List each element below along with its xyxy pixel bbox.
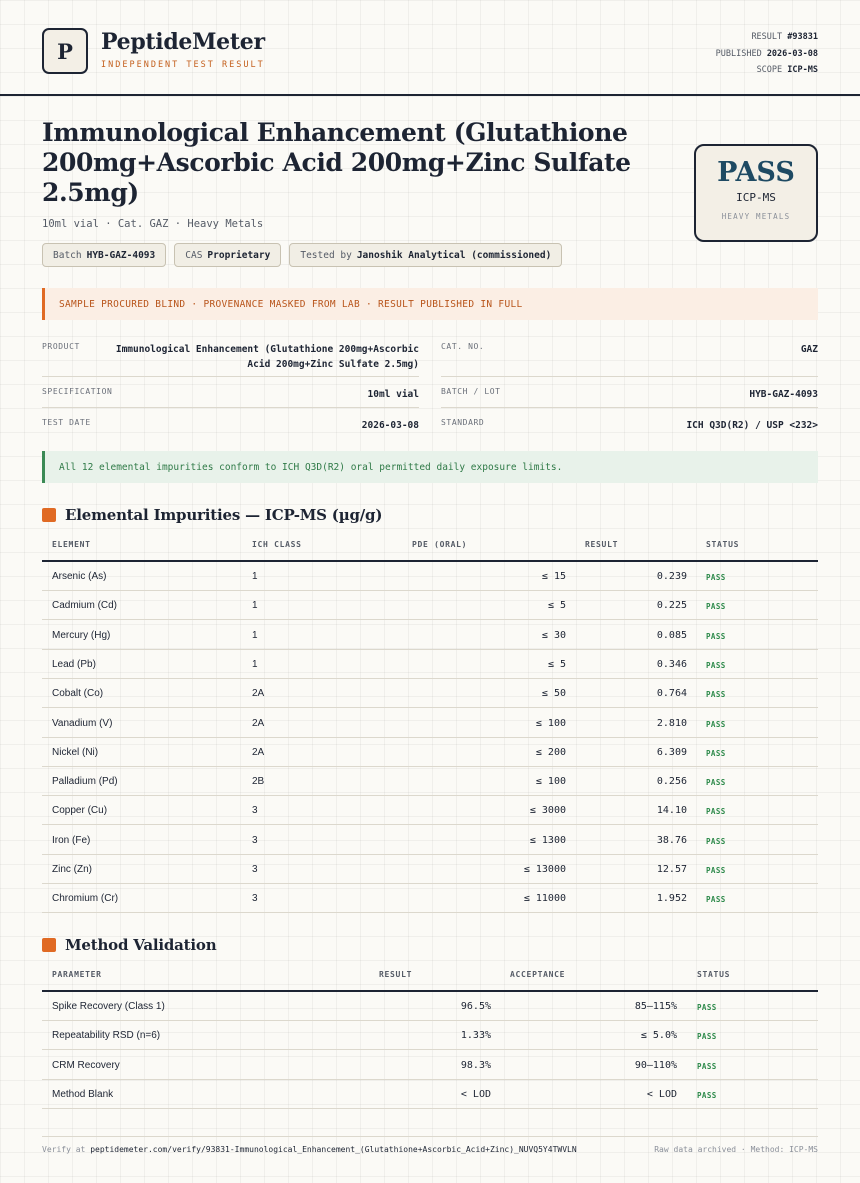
- acceptance-range: ≤ 5.0%: [640, 1030, 677, 1042]
- info-cat-value: GAZ: [800, 344, 818, 355]
- table-row: [42, 562, 818, 591]
- status-badge: PASS: [706, 748, 726, 758]
- divider: [42, 376, 419, 377]
- ich-class: 3: [252, 805, 258, 817]
- result-value: 0.764: [656, 688, 687, 700]
- parameter-name: Repeatability RSD (n=6): [52, 1030, 161, 1042]
- ich-class: 1: [252, 658, 258, 670]
- parameter-name: CRM Recovery: [52, 1059, 120, 1071]
- col-status: STATUS: [706, 540, 740, 549]
- info-date-value: 2026-03-08: [361, 420, 419, 431]
- verdict-badge: [694, 144, 818, 242]
- acceptance-range: 90–110%: [634, 1059, 677, 1071]
- table-row: [42, 855, 818, 884]
- info-date: [42, 418, 419, 434]
- ich-class: 3: [252, 834, 258, 846]
- col-ich-class: ICH CLASS: [252, 540, 302, 549]
- info-batch-label: BATCH / LOT: [441, 387, 501, 396]
- status-badge: PASS: [706, 690, 726, 700]
- element-name: Zinc (Zn): [52, 864, 92, 875]
- pde-limit: ≤ 5: [547, 600, 566, 612]
- result-value: 0.085: [656, 629, 687, 641]
- impurities-heading: [42, 506, 382, 524]
- col-result: RESULT: [585, 540, 619, 549]
- status-badge: PASS: [706, 866, 726, 875]
- status-badge: PASS: [697, 1003, 717, 1012]
- validation-title: Method Validation: [65, 936, 217, 954]
- element-name: Copper (Cu): [52, 805, 108, 817]
- chip-cas: CAS Proprietary: [174, 243, 281, 267]
- verdict-scope: HEAVY METALS: [721, 212, 791, 221]
- blind-sample-notice: SAMPLE PROCURED BLIND · PROVENANCE MASKED FROM LAB · RESULT PUBLISHED IN FULL: [42, 288, 818, 320]
- pde-limit: ≤ 1300: [529, 834, 566, 846]
- pde-limit: ≤ 3000: [529, 805, 566, 817]
- validation-result: 1.33%: [460, 1030, 491, 1042]
- pde-limit: ≤ 50: [541, 688, 566, 700]
- table-row: [42, 796, 818, 825]
- footer-verify: Verify at peptidemeter.com/verify/93831-Immunological_Enhancement_(Glutathione+Ascorbic_Acid+Zinc)_NUVQ5Y4TWVLN: [42, 1145, 577, 1154]
- chip-batch: Batch HYB-GAZ-4093: [42, 243, 166, 267]
- info-batch: [441, 387, 818, 403]
- ich-class: 1: [252, 600, 258, 612]
- ich-class: 2A: [252, 746, 265, 758]
- impurities-title: Elemental Impurities — ICP-MS (µg/g): [65, 506, 383, 524]
- validation-table-header: [42, 962, 818, 992]
- info-spec-value: 10ml vial: [367, 389, 419, 400]
- info-date-label: TEST DATE: [42, 418, 91, 427]
- status-badge: PASS: [706, 573, 726, 582]
- info-batch-value: HYB-GAZ-4093: [749, 389, 818, 400]
- table-row: [42, 884, 818, 913]
- pde-limit: ≤ 13000: [523, 864, 566, 875]
- info-standard: [441, 418, 818, 434]
- pde-limit: ≤ 100: [535, 717, 566, 729]
- parameter-name: Method Blank: [52, 1088, 114, 1100]
- result-value: 0.239: [656, 571, 687, 582]
- status-badge: PASS: [706, 631, 726, 641]
- conformance-notice: All 12 elemental impurities conform to ICH Q3D(R2) oral permitted daily exposure limits.: [42, 451, 818, 483]
- col-acceptance: ACCEPTANCE: [510, 970, 566, 979]
- table-row: [42, 738, 818, 767]
- element-name: Lead (Pb): [52, 658, 96, 670]
- status-badge: PASS: [706, 895, 726, 905]
- impurities-table-header: [42, 532, 818, 562]
- table-row: [42, 826, 818, 855]
- pde-limit: ≤ 200: [535, 746, 566, 758]
- col-val-result: RESULT: [379, 970, 413, 979]
- brand-name: PeptideMeter: [101, 29, 265, 55]
- info-product-label: PRODUCT: [42, 342, 80, 351]
- pde-limit: ≤ 100: [535, 776, 566, 788]
- element-name: Chromium (Cr): [52, 893, 119, 905]
- ich-class: 2B: [252, 776, 265, 788]
- table-row: [42, 709, 818, 738]
- product-chips: [42, 243, 562, 267]
- verify-link[interactable]: peptidemeter.com/verify/93831-Immunological_Enhancement_(Glutathione+Ascorbic_Acid+Zinc)_NUVQ5Y4TWVLN: [90, 1145, 577, 1154]
- section-marker: [42, 508, 56, 522]
- ich-class: 2A: [252, 688, 265, 700]
- report-meta: [716, 29, 818, 79]
- pde-limit: ≤ 30: [541, 629, 566, 641]
- info-standard-value: ICH Q3D(R2) / USP <232>: [686, 420, 818, 431]
- element-name: Cobalt (Co): [52, 688, 104, 700]
- info-product-value: Immunological Enhancement (Glutathione 200mg+Ascorbic Acid 200mg+Zinc Sulfate 2.5mg): [115, 344, 419, 370]
- col-parameter: PARAMETER: [52, 970, 102, 979]
- divider: [441, 407, 818, 408]
- ich-class: 3: [252, 864, 258, 875]
- brand-tagline: INDEPENDENT TEST RESULT: [101, 60, 265, 70]
- status-badge: PASS: [706, 807, 726, 817]
- verdict-text: PASS: [717, 157, 795, 188]
- table-row: [42, 1021, 818, 1050]
- table-row: [42, 992, 818, 1021]
- status-badge: PASS: [706, 660, 726, 670]
- footer-archive-note: Raw data archived · Method: ICP-MS: [654, 1145, 818, 1154]
- section-marker: [42, 938, 56, 952]
- element-name: Mercury (Hg): [52, 629, 111, 641]
- validation-result: 96.5%: [460, 1001, 491, 1012]
- parameter-name: Spike Recovery (Class 1): [52, 1001, 165, 1012]
- info-spec-label: SPECIFICATION: [42, 387, 113, 396]
- validation-result: 98.3%: [460, 1059, 491, 1071]
- element-name: Cadmium (Cd): [52, 600, 118, 612]
- info-spec: [42, 387, 419, 403]
- ich-class: 1: [252, 571, 258, 582]
- element-name: Nickel (Ni): [52, 746, 99, 758]
- pde-limit: ≤ 15: [541, 571, 566, 582]
- result-value: 38.76: [656, 834, 687, 846]
- status-badge: PASS: [706, 778, 726, 788]
- acceptance-range: 85–115%: [634, 1001, 677, 1012]
- result-value: 0.346: [656, 658, 687, 670]
- meta-published: PUBLISHED 2026-03-08: [715, 48, 818, 59]
- acceptance-range: < LOD: [646, 1088, 677, 1100]
- footer-divider: [42, 1136, 818, 1137]
- result-value: 12.57: [656, 864, 687, 875]
- col-val-status: STATUS: [697, 970, 731, 979]
- col-element: ELEMENT: [52, 540, 91, 549]
- table-row: [42, 650, 818, 679]
- meta-scope: SCOPE ICP-MS: [756, 65, 818, 75]
- meta-result: RESULT #93831: [751, 32, 818, 42]
- divider: [42, 407, 419, 408]
- pde-limit: ≤ 5: [547, 658, 566, 670]
- report-header: [0, 0, 860, 96]
- product-title: Immunological Enhancement (Glutathione 200mg+Ascorbic Acid 200mg+Zinc Sulfate 2.5mg): [42, 118, 631, 207]
- info-cat: [441, 342, 818, 358]
- pde-limit: ≤ 11000: [523, 893, 566, 905]
- element-name: Palladium (Pd): [52, 776, 118, 788]
- result-value: 2.810: [656, 717, 687, 729]
- info-cat-label: CAT. NO.: [441, 342, 485, 351]
- result-value: 0.225: [656, 600, 687, 612]
- col-pde: PDE (ORAL): [412, 540, 468, 549]
- verdict-method: ICP-MS: [736, 191, 776, 204]
- result-value: 1.952: [656, 893, 687, 905]
- result-value: 6.309: [656, 746, 687, 758]
- status-badge: PASS: [706, 719, 726, 729]
- info-product: [42, 342, 419, 374]
- table-row: [42, 1080, 818, 1109]
- status-badge: PASS: [697, 1090, 717, 1100]
- info-standard-label: STANDARD: [441, 418, 485, 427]
- result-value: 0.256: [656, 776, 687, 788]
- table-row: [42, 767, 818, 796]
- brand-logo: P: [42, 28, 88, 74]
- chip-tested-by: Tested by Janoshik Analytical (commissioned): [289, 243, 562, 267]
- table-row: [42, 621, 818, 650]
- table-row: [42, 679, 818, 708]
- element-name: Vanadium (V): [52, 717, 113, 729]
- divider: [441, 376, 818, 377]
- ich-class: 2A: [252, 717, 265, 729]
- product-subtitle: 10ml vial · Cat. GAZ · Heavy Metals: [42, 218, 264, 230]
- table-row: [42, 591, 818, 620]
- status-badge: PASS: [697, 1061, 717, 1071]
- validation-result: < LOD: [460, 1088, 491, 1100]
- status-badge: PASS: [706, 602, 726, 612]
- element-name: Arsenic (As): [52, 571, 107, 582]
- validation-heading: [42, 936, 216, 954]
- ich-class: 3: [252, 893, 258, 905]
- ich-class: 1: [252, 629, 258, 641]
- status-badge: PASS: [697, 1032, 717, 1042]
- result-value: 14.10: [656, 805, 687, 817]
- element-name: Iron (Fe): [52, 834, 91, 846]
- table-row: [42, 1051, 818, 1080]
- status-badge: PASS: [706, 836, 726, 846]
